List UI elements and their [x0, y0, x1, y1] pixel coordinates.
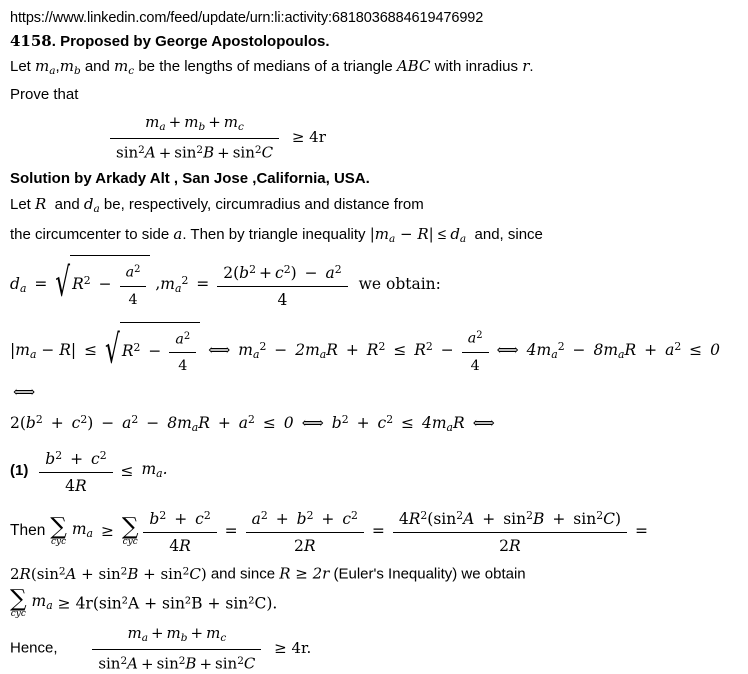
proof-sum-result: ∑ cyc $m_a \ge 4r(\sin^2A + \sin^2B + \sin^2C)$. — [10, 584, 278, 619]
statement-inradius-lead: with inradius — [430, 58, 523, 75]
main-inequality — [10, 112, 738, 163]
fraction-b2c2-over-4R: $\frac{b^2 + c^2}{4R}$ — [39, 444, 112, 498]
sqrt-expression-2: √ $R^2$ − $\frac{a^2}{4}$ — [105, 322, 200, 380]
proof-step-2: $2(b^2 + c^2) - a^2 - 8m_aR + a^2 \le 0$ ⟺ $b^2 + c^2 \le 4m_aR$ ⟺ — [10, 413, 495, 435]
solution-by-label: Solution by — [10, 169, 96, 187]
proof-step-1: $|m_a - R|$ ≤ √ $R^2$ − $\frac{a^2}{4}$ ⟺ $m_a^2 - 2m_aR + R^2 \le R^2$ − $\frac{a^2}{4}$ ⟺ $4m_a^2 - 8m_aR + a^2 \le 0$ ⟺ — [10, 322, 738, 404]
fraction-a2-over-4-c: $\frac{a^2}{4}$ — [462, 324, 489, 377]
then-label: Then — [10, 522, 46, 540]
triangle-abc: ABC — [396, 57, 431, 75]
sigma-cyc-1: ∑ cyc — [50, 512, 67, 547]
source-url: https://www.linkedin.com/feed/update/urn:li:activity:6818036884619476992 — [10, 10, 484, 26]
final-fraction — [92, 623, 261, 674]
problem-statement-line-1: Let $m_a,m_b$ and $m_c$ be the lengths of medians of a triangle ABC with inradius r. — [10, 57, 534, 77]
hence-label: Hence, — [10, 639, 58, 657]
proposer-period: . — [325, 33, 330, 50]
final-fraction-denominator: $\sin^2A + \sin^2B + \sin^2C$ — [98, 654, 256, 673]
proof-sum-chain: Then ∑ cyc $m_a$ ≥ ∑ cyc $\frac{b^2 + c^2}{4R}$ = $\frac{a^2 + b^2 + c^2}{2R}$ = $\frac{4R^2(\sin^2A + \sin^2B + \sin^2C)}{2R}$ = — [10, 504, 738, 558]
sum-result-tail: ≥ 4r(sin²A + sin²B + sin²C). — [57, 594, 278, 613]
proposer-prefix: . Proposed by — [51, 33, 156, 50]
sigma-cyc-3: ∑ cyc — [10, 584, 27, 619]
statement-and: and — [80, 58, 115, 75]
final-fraction-numerator: $m_a + m_b + m_c$ — [92, 623, 261, 650]
inradius-r: r — [522, 57, 530, 75]
sqrt-expression: √ $R^2$ − $\frac{a^2}{4}$ — [55, 255, 150, 313]
problem-statement-line-2: Prove that — [10, 85, 79, 103]
solution-location: , San Jose ,California, USA — [169, 169, 366, 187]
proof-line-3: $d_a$ = √ $R^2$ − $\frac{a^2}{4}$ $,m_a^2$ = $\frac{2(b^2 + c^2) - a^2}{4}$ we obtain: — [10, 255, 738, 313]
fraction-a2-over-4: $\frac{a^2}{4}$ — [120, 258, 147, 311]
solution-period: . — [365, 169, 370, 187]
fraction-4R2-sin-sum-over-2R: $\frac{4R^2(\sin^2A + \sin^2B + \sin^2C)}{2R}$ — [393, 504, 627, 558]
proof-conclusion — [10, 623, 738, 674]
main-fraction — [110, 112, 279, 163]
main-inequality-rhs: ≥ 4r — [291, 128, 326, 147]
fraction-a2b2c2-over-2R: $\frac{a^2 + b^2 + c^2}{2R}$ — [246, 504, 364, 558]
statement-mid: be the lengths of medians of a triangle — [134, 58, 397, 75]
fraction-ma2: $\frac{2(b^2 + c^2) - a^2}{4}$ — [217, 258, 347, 312]
statement-end: . — [529, 58, 534, 75]
proof-euler-line: $2R(\sin^2A + \sin^2B + \sin^2C)$ and since R ≥ 2r (Euler's Inequality) we obtain — [10, 564, 526, 583]
median-mc: $m_c$ — [114, 57, 135, 77]
problem-heading — [10, 30, 738, 53]
main-fraction-denominator: $\sin^2A + \sin^2B + \sin^2C$ — [116, 143, 274, 162]
final-rhs: ≥ 4r. — [274, 639, 312, 658]
statement-lead: Let — [10, 58, 36, 75]
proposer-name: George Apostolopoulos — [155, 33, 326, 50]
fraction-a2-over-4-b: $\frac{a^2}{4}$ — [169, 325, 196, 378]
solution-header — [10, 168, 738, 190]
main-fraction-numerator: $m_a + m_b + m_c$ — [110, 112, 279, 139]
sigma-cyc-2: ∑ cyc — [121, 512, 139, 547]
proof-step-3: (1) $\frac{b^2 + c^2}{4R}$ ≤ $m_a$. — [10, 444, 738, 498]
solution-author: Arkady Alt — [95, 169, 170, 187]
equation-tag-1: (1) — [10, 462, 29, 480]
median-mb: $m_b$ — [59, 57, 81, 77]
proof-line-2: the circumcenter to side a. Then by triangle inequality $|m_a - R| \le d_a$ and, since — [10, 224, 543, 245]
median-ma: $m_a$ — [35, 57, 56, 77]
fraction-b2c2-over-4R-b: $\frac{b^2 + c^2}{4R}$ — [143, 504, 216, 558]
problem-number: 4158 — [10, 32, 52, 50]
proof-line-3-tail: we obtain: — [358, 274, 441, 293]
proof-line-1: Let R and $d_a$ be, respectively, circumradius and distance from — [10, 194, 424, 215]
